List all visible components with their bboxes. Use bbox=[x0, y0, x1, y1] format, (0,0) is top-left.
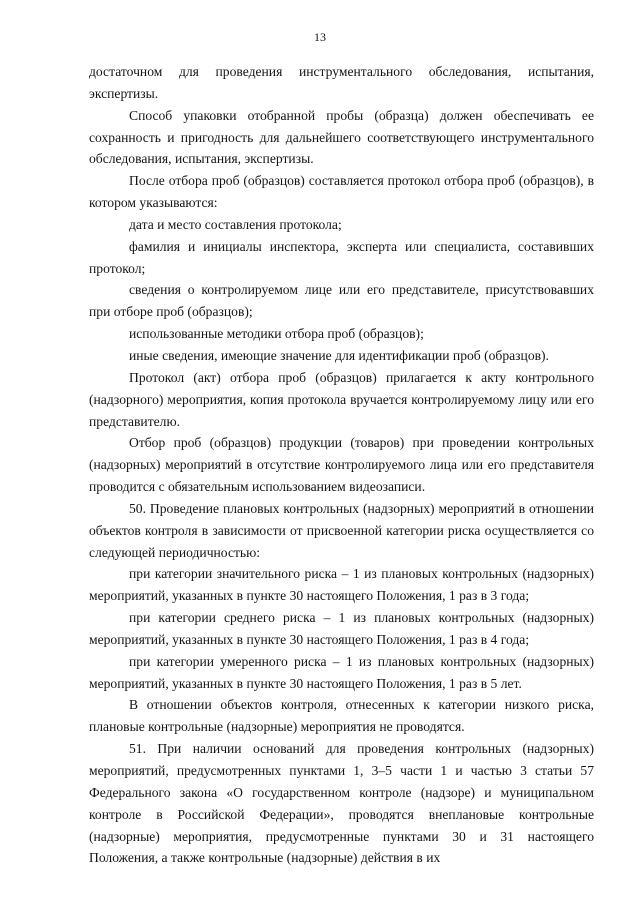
paragraph: достаточном для проведения инструментального обследования, испытания, экспертизы. bbox=[89, 64, 594, 101]
list-item: использованные методики отбора проб (образцов); bbox=[129, 326, 424, 342]
paragraph: Отбор проб (образцов) продукции (товаров) при проведении контрольных (надзорных) мероприятий в отсутствие контролируемого лица или его представителя проводится с обязательным использованием видеозаписи. bbox=[89, 435, 594, 495]
list-item: сведения о контролируемом лице или его представителе, присутствовавших при отборе проб (образцов); bbox=[89, 282, 594, 320]
clause-50: 50. Проведение плановых контрольных (надзорных) мероприятий в отношении объектов контроля в зависимости от присвоенной категории риска осуществляется со следующей периодичностью: bbox=[89, 500, 594, 560]
list-item: дата и место составления протокола; bbox=[129, 216, 342, 232]
paragraph: Протокол (акт) отбора проб (образцов) прилагается к акту контрольного (надзорного) мероприятия, копия протокола вручается контролируемому лицу или его представителю. bbox=[89, 369, 594, 429]
body-text bbox=[89, 61, 594, 869]
paragraph: В отношении объектов контроля, отнесенных к категории низкого риска, плановые контрольные (надзорные) мероприятия не проводятся. bbox=[89, 697, 594, 735]
list-item: при категории умеренного риска – 1 из плановых контрольных (надзорных) мероприятий, указанных в пункте 30 настоящего Положения, 1 раз в 5 лет. bbox=[89, 653, 594, 691]
list-item: при категории значительного риска – 1 из плановых контрольных (надзорных) мероприятий, указанных в пункте 30 настоящего Положения, 1 раз в 3 года; bbox=[89, 566, 594, 604]
list-item: фамилия и инициалы инспектора, эксперта или специалиста, составивших протокол; bbox=[89, 238, 594, 276]
list-item: при категории среднего риска – 1 из плановых контрольных (надзорных) мероприятий, указанных в пункте 30 настоящего Положения, 1 раз в 4 года; bbox=[89, 610, 594, 647]
paragraph: Способ упаковки отобранной пробы (образца) должен обеспечивать ее сохранность и пригодность для дальнейшего соответствующего инструментального обследования, испытания, экспертизы. bbox=[89, 107, 594, 167]
clause-51: 51. При наличии оснований для проведения контрольных (надзорных) мероприятий, предусмотренных пунктами 1, 3–5 части 1 и частью 3 статьи 57 Федерального закона «О государственном контроле (надзоре) и муниципальном контроле в Российской Федерации», проводятся внеплановые контрольные (надзорные) мероприятия, предусмотренные пунктами 30 и 31 настоящего Положения, а также контрольные (надзорные) действия в их bbox=[89, 741, 594, 866]
page-number: 13 bbox=[314, 30, 326, 44]
list-item: иные сведения, имеющие значение для идентификации проб (образцов). bbox=[129, 347, 549, 363]
paragraph: После отбора проб (образцов) составляется протокол отбора проб (образцов), в котором указываются: bbox=[89, 173, 594, 211]
